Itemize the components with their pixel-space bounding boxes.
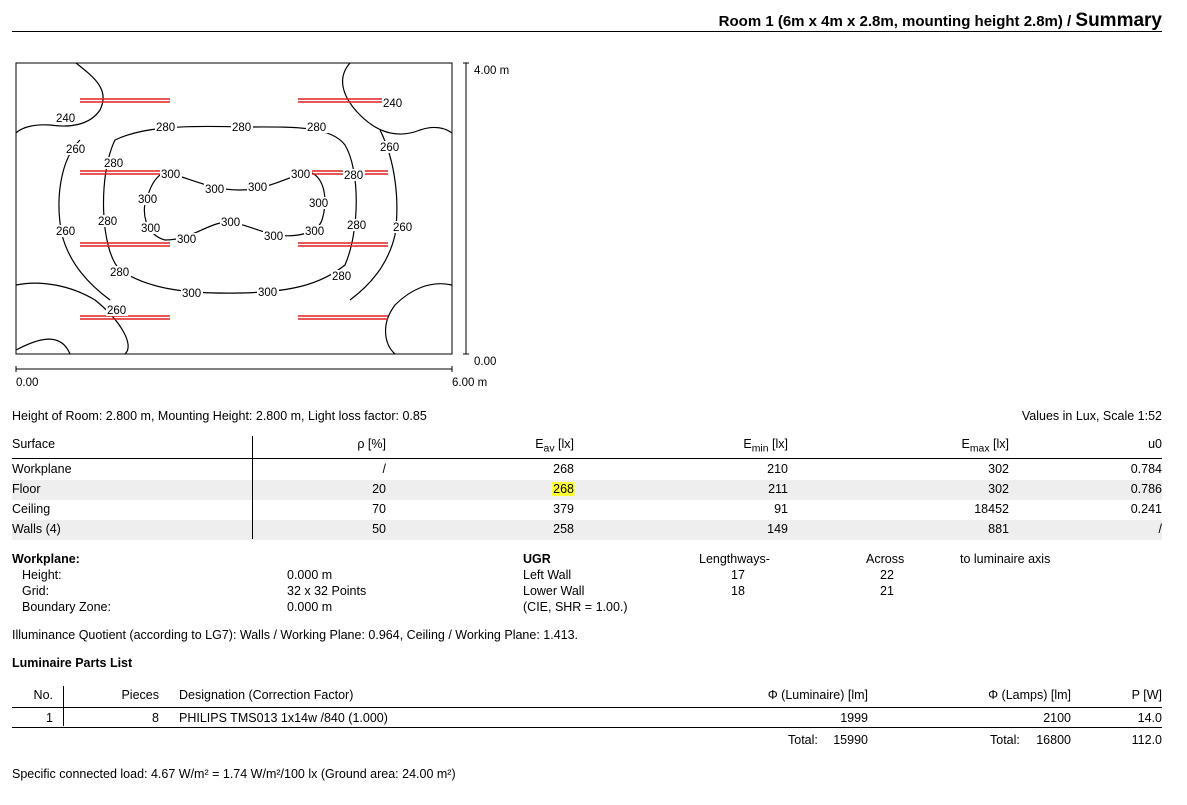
workplane-height-label: Height: (22, 568, 62, 582)
cell-emin: 210 (767, 462, 788, 476)
col-header-eav: $E_{av}$ [lx] (535, 437, 574, 455)
parts-header-designation: Designation (Correction Factor) (179, 688, 354, 702)
contour-label: 280 (104, 158, 124, 170)
workplane-height-value: 0.000 m (287, 568, 333, 582)
contour-label: 300 (161, 169, 181, 181)
parts-row-rule (12, 727, 1162, 728)
parts-header-pieces: Pieces (121, 688, 159, 702)
contour-label: 260 (66, 144, 86, 156)
y-min-label: 0.00 (474, 356, 497, 368)
contour-label: 300 (138, 194, 158, 206)
cell-emin: 211 (768, 482, 788, 496)
ugr-title: UGR (523, 552, 551, 566)
contour-label: 260 (393, 222, 413, 234)
ugr-left-wall-across: 22 (880, 568, 894, 582)
contour-label: 300 (205, 184, 225, 196)
contour-label: 300 (248, 182, 268, 194)
contour-label: 280 (307, 122, 327, 134)
cell-rho: 70 (372, 502, 386, 516)
contour-label: 240 (383, 98, 403, 110)
parts-cell-no: 1 (46, 711, 53, 725)
ugr-across-header: Across (866, 552, 905, 566)
ugr-axis-note: to luminaire axis (960, 552, 1051, 566)
contour-label: 260 (56, 226, 76, 238)
workplane-title: Workplane: (12, 552, 80, 566)
total-label-lamps: Total: (990, 733, 1020, 747)
contour-label: 300 (264, 231, 284, 243)
parts-cell-flux-lamps: 2100 (1043, 711, 1071, 725)
contour-label: 300 (305, 226, 325, 238)
cell-eav: 379 (553, 502, 574, 516)
contour-label: 280 (110, 267, 130, 279)
cell-rho: 50 (372, 522, 386, 536)
contour-label: 300 (141, 223, 161, 235)
workplane-grid-value: 32 x 32 Points (287, 584, 367, 598)
ugr-left-wall-length: 17 (731, 568, 745, 582)
contour-label: 300 (221, 217, 241, 229)
cell-u0: 0.786 (1130, 482, 1162, 496)
cell-eav: 258 (553, 522, 574, 536)
parts-header-power: P [W] (1131, 688, 1162, 702)
cell-surface: Workplane (12, 462, 72, 476)
col-header-u0: u0 (1148, 437, 1162, 451)
header-rule (12, 31, 1162, 32)
cell-surface: Ceiling (12, 502, 51, 516)
total-flux-luminaire: 15990 (833, 733, 868, 747)
contour-label: 260 (107, 305, 127, 317)
cell-emin: 149 (767, 522, 788, 536)
contour-label: 260 (380, 142, 400, 154)
workplane-grid-label: Grid: (22, 584, 50, 598)
contour-label: 280 (332, 271, 352, 283)
illuminance-quotient: Illuminance Quotient (according to LG7): Walls / Working Plane: 0.964, Ceiling / Working Plane: 1.413. (12, 628, 579, 642)
contour-label: 300 (182, 288, 202, 300)
cell-surface: Walls (4) (12, 522, 61, 536)
total-power: 112.0 (1131, 733, 1162, 747)
cell-rho: 20 (372, 482, 386, 496)
total-flux-lamps: 16800 (1036, 733, 1071, 747)
parts-divider (63, 686, 64, 726)
ugr-cie-note: (CIE, SHR = 1.00.) (523, 600, 628, 614)
col-header-surface: Surface (12, 437, 56, 451)
isolux-plot (0, 55, 530, 395)
cell-u0: / (1158, 522, 1162, 536)
contour-label: 300 (309, 198, 329, 210)
cell-u0: 0.784 (1130, 462, 1162, 476)
cell-emax: 302 (988, 482, 1009, 496)
parts-header-flux-luminaire: Φ (Luminaire) [lm] (767, 688, 868, 702)
contour-label: 280 (232, 122, 252, 134)
cell-eav: 268 (553, 462, 574, 476)
ugr-lower-wall-across: 21 (880, 584, 894, 598)
workplane-boundary-label: Boundary Zone: (22, 600, 111, 614)
contour-label: 240 (56, 113, 76, 125)
col-header-rho: ρ [%] (357, 437, 386, 451)
cell-emax: 881 (988, 522, 1009, 536)
contour-label: 280 (98, 216, 118, 228)
ugr-left-wall-label: Left Wall (523, 568, 572, 582)
cell-emax: 302 (988, 462, 1009, 476)
cell-emin: 91 (774, 502, 788, 516)
total-label-luminaire: Total: (788, 733, 818, 747)
x-min-label: 0.00 (16, 377, 39, 389)
parts-header-flux-lamps: Φ (Lamps) [lm] (988, 688, 1071, 702)
parts-list-title: Luminaire Parts List (12, 656, 133, 670)
parts-header-no: No. (33, 688, 53, 702)
cell-rho: / (382, 462, 386, 476)
parts-cell-power: 14.0 (1137, 711, 1162, 725)
ugr-lengthways-header: Lengthways- (699, 552, 770, 566)
page-title: Room 1 (6m x 4m x 2.8m, mounting height 2.8m) / Summary (718, 10, 1162, 31)
cell-u0: 0.241 (1130, 502, 1162, 516)
col-header-emin: $E_{min}$ [lx] (743, 437, 788, 455)
col-header-emax: $E_{max}$ [lx] (961, 437, 1009, 455)
parts-cell-flux-luminaire: 1999 (840, 711, 868, 725)
contour-label: 300 (258, 287, 278, 299)
contour-label: 280 (344, 170, 364, 182)
y-max-label: 4.00 m (474, 65, 510, 77)
contour-label: 300 (177, 234, 197, 246)
room-info: Height of Room: 2.800 m, Mounting Height: 2.800 m, Light loss factor: 0.85 (12, 409, 427, 423)
specific-connected-load: Specific connected load: 4.67 W/m² = 1.74 W/m²/100 lx (Ground area: 24.00 m²) (12, 767, 456, 781)
workplane-boundary-value: 0.000 m (287, 600, 333, 614)
parts-cell-designation: PHILIPS TMS013 1x14w /840 (1.000) (179, 711, 388, 725)
contour-labels (55, 97, 414, 317)
x-max-label: 6.00 m (452, 377, 488, 389)
cell-eav-highlighted: 268 (553, 482, 574, 496)
ugr-lower-wall-label: Lower Wall (523, 584, 585, 598)
cell-emax: 18452 (974, 502, 1009, 516)
cell-surface: Floor (12, 482, 41, 496)
ugr-lower-wall-length: 18 (731, 584, 745, 598)
parts-header-rule (12, 707, 1162, 708)
table-divider (252, 436, 253, 539)
contour-label: 280 (347, 220, 367, 232)
table-header-rule (12, 458, 1162, 459)
contour-label: 280 (156, 122, 176, 134)
parts-cell-pieces: 8 (152, 711, 159, 725)
contour-label: 300 (291, 169, 311, 181)
values-info: Values in Lux, Scale 1:52 (1021, 409, 1162, 423)
